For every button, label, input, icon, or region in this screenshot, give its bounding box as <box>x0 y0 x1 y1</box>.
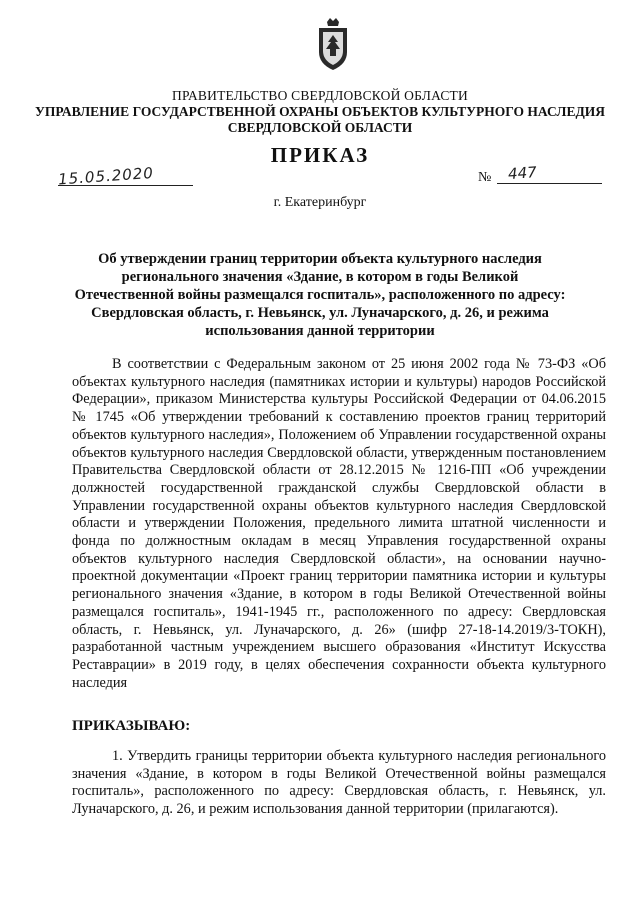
order-word: ПРИКАЗЫВАЮ: <box>72 718 191 734</box>
order-subject: Об утверждении границ территории объекта культурного наследия регионального значения «Здание, в котором в годы Великой Отечественной войны размещался госпиталь», расположенного по адресу: Свердловская область, г. Невьянск, ул. Луначарского, д. 26, и режима использования данной территории <box>74 251 566 339</box>
department-line-1: УПРАВЛЕНИЕ ГОСУДАРСТВЕННОЙ ОХРАНЫ ОБЪЕКТОВ КУЛЬТУРНОГО НАСЛЕДИЯ <box>34 104 606 119</box>
order-item-1: 1. Утвердить границы территории объекта культурного наследия регионального значения «Здание, в котором в годы Великой Отечественной войны размещался госпиталь», расположенного по адресу: Свердловская область, г. Невьянск, ул. Луначарского, д. 26, и режим использования данной территории (прилагаются). <box>72 748 606 818</box>
number-underline <box>497 183 602 184</box>
department-line-2: СВЕРДЛОВСКОЙ ОБЛАСТИ <box>227 120 413 135</box>
document-type: ПРИКАЗ <box>270 143 370 167</box>
sverdlovsk-coat-of-arms-icon <box>316 18 350 72</box>
preamble-paragraph: В соответствии с Федеральным законом от 25 июня 2002 года № 73-ФЗ «Об объектах культурного наследия (памятниках истории и культуры) народов Российской Федерации», приказом Министерства культуры Российской Федерации от 04.06.2015 № 1745 «Об утверждении требований к составлению проектов границ территорий объектов культурного наследия», Положением об Управлении государственной охраны объектов культурного наследия Свердловской области, утвержденным постановлением Правительства Свердловской области от 28.12.2015 № 1216-ПП «Об учреждении должностей государственной гражданской службы Свердловской области в Управлении государственной охраны объектов культурного наследия Свердловской области и утверждении Положения, предельного лимита штатной численности и фонда по должностным окладам в месяц Управления государственной охраны объектов культурного наследия Свердловской области», на основании научно-проектной документации «Проект границ территории памятника истории и культуры регионального значения «Здание, в котором в годы Великой Отечественной войны размещался госпиталь», 1941-1945 гг., расположенного по адресу: Свердловская область, г. Невьянск, ул. Луначарского, д. 26» (шифр 27-18-14.2019/3-ТОКН), разработанной частным учреждением высшего образования «Институт Искусства Реставрации» в 2019 году, в целях обеспечения сохранности объекта культурного наследия <box>72 356 606 691</box>
city: г. Екатеринбург <box>273 195 367 210</box>
order-number: 447 <box>507 163 538 184</box>
department-name <box>0 104 640 136</box>
number-sign: № <box>478 170 492 185</box>
date-underline <box>58 185 193 186</box>
order-date: 15.05.2020 <box>57 163 155 189</box>
government-name: ПРАВИТЕЛЬСТВО СВЕРДЛОВСКОЙ ОБЛАСТИ <box>172 88 468 103</box>
